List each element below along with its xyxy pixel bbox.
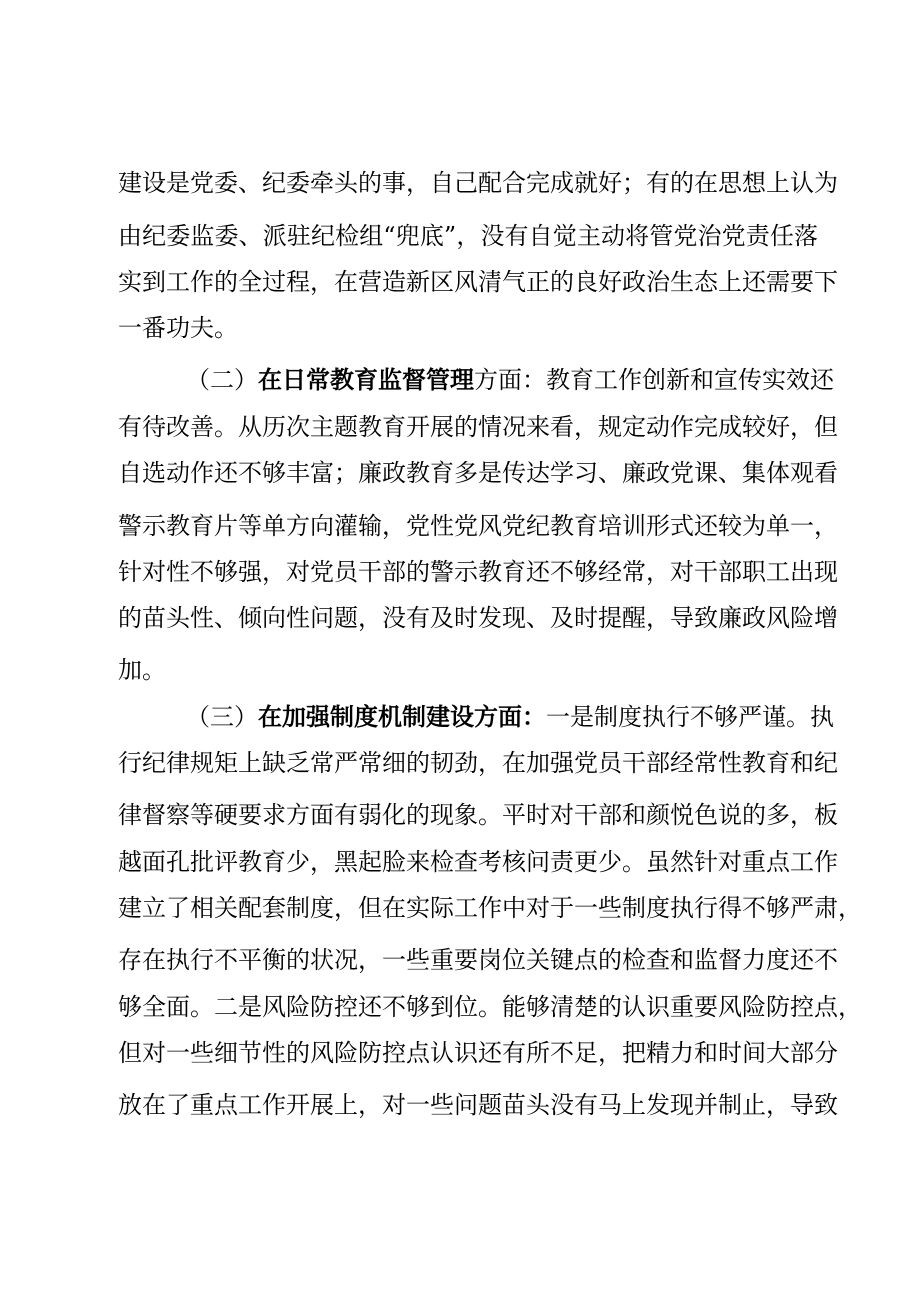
paragraph-3-line-4: 越面孔批评教育少，黑起脸来检查考核问责更少。虽然针对重点工作 <box>118 848 838 876</box>
paragraph-2-heading-line <box>186 365 834 395</box>
paragraph-1-line-2: 由纪委监委、派驻纪检组“兜底”，没有自觉主动将管党治党责任落 <box>118 222 818 250</box>
paragraph-1-line-1: 建设是党委、纪委牵头的事，自己配合完成就好；有的在思想上认为 <box>118 169 838 197</box>
paragraph-2-line-4: 警示教育片等单方向灌输，党性党风党纪教育培训形式还较为单一， <box>118 512 838 540</box>
paragraph-2-heading: 在日常教育监督管理 <box>258 365 474 394</box>
paragraph-3-number: （三） <box>186 703 258 731</box>
paragraph-1-line-3: 实到工作的全过程，在营造新区风清气正的良好政治生态上还需要下 <box>118 268 838 296</box>
paragraph-3-heading: 在加强制度机制建设方面： <box>258 702 546 731</box>
paragraph-3-line-8: 但对一些细节性的风险防控点认识还有所不足，把精力和时间大部分 <box>118 1039 838 1067</box>
paragraph-3-line-7: 够全面。二是风险防控还不够到位。能够清楚的认识重要风险防控点， <box>118 993 862 1021</box>
paragraph-3-heading-line <box>186 702 834 732</box>
paragraph-3-line-2: 行纪律规矩上缺乏常严常细的韧劲，在加强党员干部经常性教育和纪 <box>118 749 838 777</box>
paragraph-2-number: （二） <box>186 366 258 394</box>
paragraph-3-line-3: 律督察等硬要求方面有弱化的现象。平时对干部和颜悦色说的多，板 <box>118 801 838 829</box>
paragraph-3-line-9: 放在了重点工作开展上，对一些问题苗头没有马上发现并制止，导致 <box>118 1091 838 1119</box>
paragraph-3-first-line-rest: 一是制度执行不够严谨。执 <box>546 703 834 731</box>
paragraph-3-line-6: 存在执行不平衡的状况，一些重要岗位关键点的检查和监督力度还不 <box>118 946 838 974</box>
paragraph-2-line-2: 有待改善。从历次主题教育开展的情况来看，规定动作完成较好，但 <box>118 413 838 441</box>
paragraph-2-first-line-rest: 方面：教育工作创新和宣传实效还 <box>474 366 834 394</box>
paragraph-2-line-5: 针对性不够强，对党员干部的警示教育还不够经常，对干部职工出现 <box>118 558 838 586</box>
paragraph-3-line-5: 建立了相关配套制度，但在实际工作中对于一些制度执行得不够严肃， <box>118 894 862 922</box>
paragraph-1-line-4: 一番功夫。 <box>118 314 238 342</box>
paragraph-2-line-3: 自选动作还不够丰富；廉政教育多是传达学习、廉政党课、集体观看 <box>118 459 838 487</box>
paragraph-2-line-7: 加。 <box>118 656 166 684</box>
paragraph-2-line-6: 的苗头性、倾向性问题，没有及时发现、及时提醒，导致廉政风险增 <box>118 604 838 632</box>
